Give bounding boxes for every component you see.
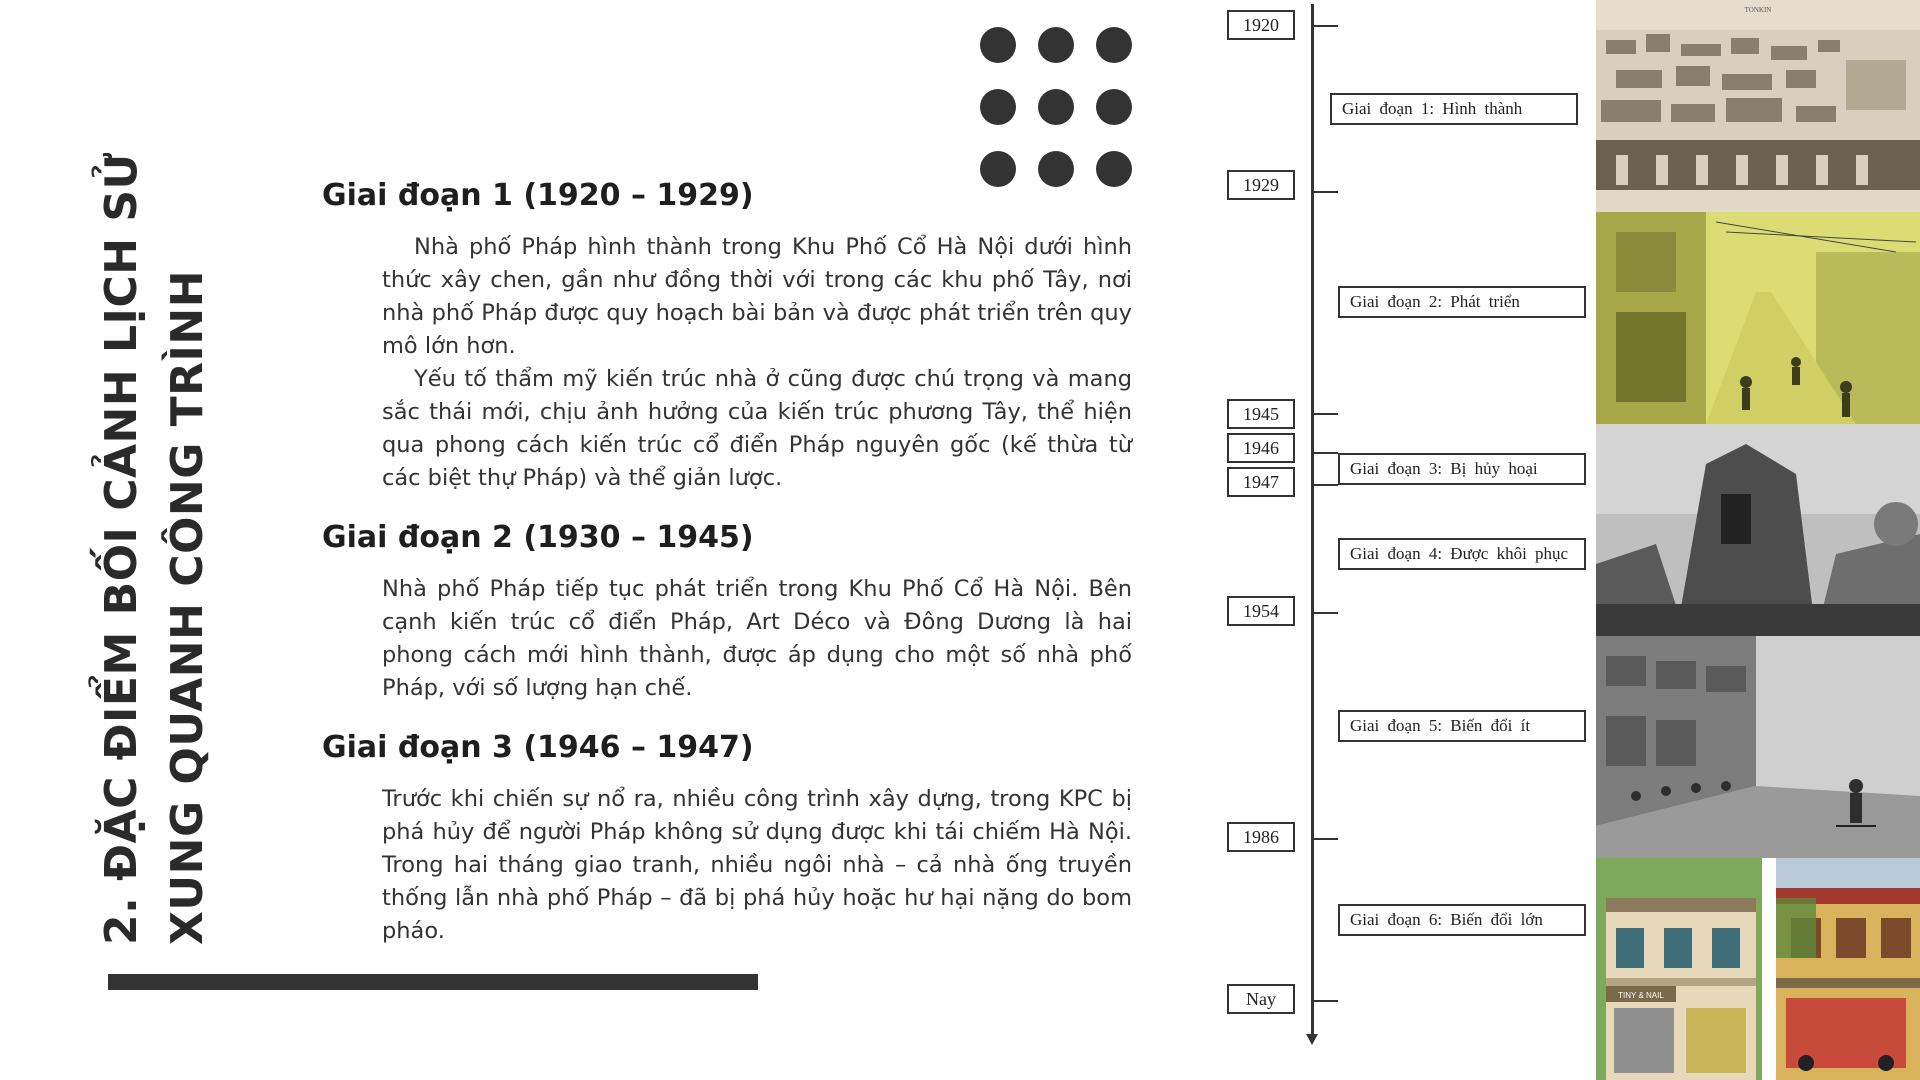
- section-body: [382, 573, 1132, 705]
- timeline-tick: [1312, 1000, 1338, 1002]
- section-heading: Giai đoạn 1 (1920 – 1929): [322, 178, 754, 213]
- year-box-nay: Nay: [1227, 984, 1295, 1014]
- dot: [980, 89, 1016, 125]
- shop-sign-text: TINY & NAIL: [1618, 991, 1664, 1000]
- dot: [1096, 89, 1132, 125]
- section-phase-3: [322, 730, 1132, 948]
- section-phase-1: [322, 178, 1132, 495]
- dot: [1038, 89, 1074, 125]
- photo-modern-house-1: [1596, 858, 1762, 1080]
- paragraph: Nhà phố Pháp tiếp tục phát triển trong Khu Phố Cổ Hà Nội. Bên cạnh kiến trúc cổ điển Pháp, Art Déco và Đông Dương là hai phong cách mới hình thành, được áp dụng cho một số nhà phố Pháp, với số lượng hạn chế.: [382, 576, 1132, 701]
- phase-box-3: Giai đoạn 3: Bị hủy hoại: [1338, 453, 1586, 485]
- dot: [980, 27, 1016, 63]
- timeline-tick: [1312, 452, 1338, 454]
- photo-street-yellow: [1596, 212, 1920, 424]
- photo-modern-house-2: [1776, 858, 1920, 1080]
- section-body: [382, 783, 1132, 948]
- paragraph: Yếu tố thẩm mỹ kiến trúc nhà ở cũng được chú trọng và mang sắc thái mới, chịu ảnh hưởng của kiến trúc phương Tây, thể hiện qua phong cách kiến trúc cổ điển Pháp nguyên gốc (kế thừa từ các biệt thự Pháp) và thể giản lược.: [382, 366, 1132, 491]
- timeline-tick: [1312, 413, 1338, 415]
- photo-aerial-old-quarter: [1596, 0, 1920, 212]
- vertical-title: [96, 152, 256, 950]
- phase-box-1: Giai đoạn 1: Hình thành: [1330, 93, 1578, 125]
- year-box-1929: 1929: [1227, 170, 1295, 200]
- section-heading: Giai đoạn 2 (1930 – 1945): [322, 520, 754, 555]
- timeline-tick: [1312, 484, 1338, 486]
- phase-box-5: Giai đoạn 5: Biến đổi ít: [1338, 710, 1586, 742]
- section-phase-2: [322, 520, 1132, 705]
- photo-caption: TONKIN: [1744, 6, 1772, 14]
- photo-ruins: [1596, 424, 1920, 636]
- dot: [1096, 27, 1132, 63]
- title-line-1: 2. ĐẶC ĐIỂM BỐI CẢNH LỊCH SỬ: [96, 152, 147, 945]
- phase-box-2: Giai đoạn 2: Phát triển: [1338, 286, 1586, 318]
- year-box-1954: 1954: [1227, 596, 1295, 626]
- paragraph: Trước khi chiến sự nổ ra, nhiều công trình xây dựng, trong KPC bị phá hủy để người Pháp không sử dụng được khi tái chiếm Hà Nội. Trong hai tháng giao tranh, nhiều ngôi nhà – cả nhà ống truyền thống lẫn nhà phố Pháp – đã bị phá hủy hoặc hư hại nặng do bom pháo.: [382, 786, 1132, 944]
- title-underline-bar: [108, 974, 758, 990]
- section-body: [382, 231, 1132, 495]
- year-box-1920: 1920: [1227, 10, 1295, 40]
- year-box-1986: 1986: [1227, 822, 1295, 852]
- timeline-tick: [1312, 838, 1338, 840]
- dot-grid-decoration: [980, 27, 1136, 189]
- phase-box-6: Giai đoạn 6: Biến đổi lớn: [1338, 904, 1586, 936]
- timeline-axis: [1311, 4, 1314, 1038]
- year-box-1947: 1947: [1227, 467, 1295, 497]
- dot: [1038, 27, 1074, 63]
- title-line-2: XUNG QUANH CÔNG TRÌNH: [162, 269, 213, 945]
- phase-box-4: Giai đoạn 4: Được khôi phục: [1338, 538, 1586, 570]
- section-heading: Giai đoạn 3 (1946 – 1947): [322, 730, 754, 765]
- photo-street-bw: [1596, 636, 1920, 858]
- timeline-tick: [1312, 612, 1338, 614]
- paragraph: Nhà phố Pháp hình thành trong Khu Phố Cổ Hà Nội dưới hình thức xây chen, gần như đồng thời với trong các khu phố Tây, nơi nhà phố Pháp được quy hoạch bài bản và được phát triển trên quy mô lớn hơn.: [382, 234, 1132, 359]
- timeline-arrow-icon: [1306, 1034, 1318, 1045]
- timeline-tick: [1312, 25, 1338, 27]
- year-box-1945: 1945: [1227, 399, 1295, 429]
- timeline-tick: [1312, 191, 1338, 193]
- year-box-1946: 1946: [1227, 433, 1295, 463]
